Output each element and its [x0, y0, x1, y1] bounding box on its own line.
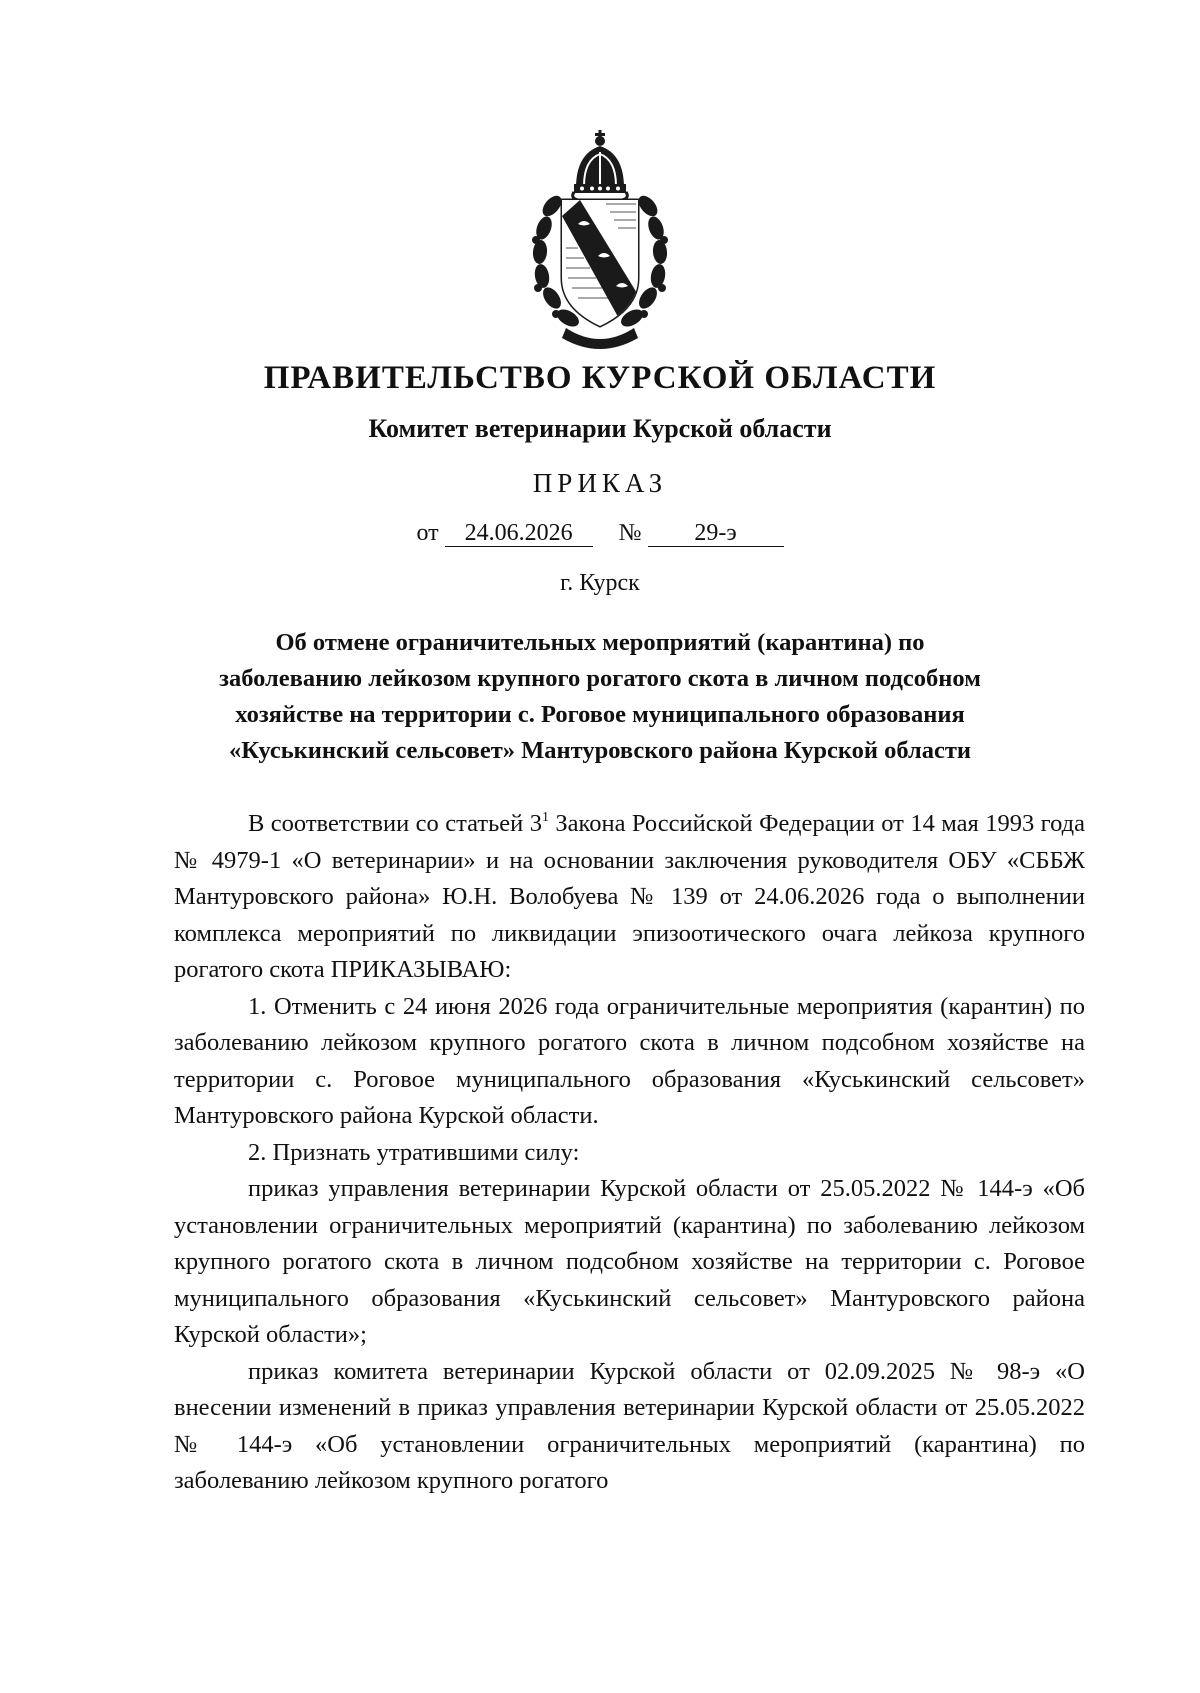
order-date: 24.06.2026 — [445, 521, 593, 547]
repealed-order-1: приказ управления ветеринарии Курской области от 25.05.2022 № 144-э «Об установлении ограничительных мероприятий (карантина) по заболеванию лейкозом крупного рогатого скота в личном подсобном хозяйстве на территории с. Роговое муниципального образования «Куськинский сельсовет» Мантуровского района Курской области»; — [174, 1175, 1085, 1348]
clause-2: 2. Признать утратившими силу: — [248, 1138, 580, 1166]
order-subject — [0, 625, 1200, 769]
committee-name: Комитет ветеринарии Курской области — [368, 414, 832, 443]
date-number-line — [0, 520, 1200, 547]
preamble-paragraph — [174, 806, 1085, 989]
order-body — [174, 806, 1085, 1500]
clause-1: 1. Отменить с 24 июня 2026 года ограничительные мероприятия (карантин) по заболеванию лейкозом крупного рогатого скота в личном подсобном хозяйстве на территории с. Роговое муниципального образования «Куськинский сельсовет» Мантуровского района Курской области. — [174, 992, 1085, 1129]
subject-line: хозяйстве на территории с. Роговое муниципального образования — [235, 701, 965, 728]
repealed-order-2: приказ комитета ветеринарии Курской области от 02.09.2025 № 98-э «О внесении изменений в приказ управления ветеринарии Курской области от 25.05.2022 № 144-э «Об установлении ограничительных мероприятий (карантина) по заболеванию лейкозом крупного рогатого — [174, 1357, 1085, 1494]
city-line: г. Курск — [560, 570, 640, 596]
subject-line: «Куськинский сельсовет» Мантуровского района Курской области — [228, 737, 972, 764]
date-prefix: от — [416, 520, 439, 546]
subject-line: заболеванию лейкозом крупного рогатого скота в личном подсобном — [219, 665, 981, 692]
order-number: 29-э — [648, 521, 784, 547]
number-prefix: № — [618, 520, 642, 546]
preamble-text: В соответствии со статьей 3 — [248, 810, 542, 837]
government-title: ПРАВИТЕЛЬСТВО КУРСКОЙ ОБЛАСТИ — [263, 360, 937, 396]
article-superscript: 1 — [541, 810, 549, 825]
preamble-text-rest: Закона Российской Федерации от 14 мая 1993 года № 4979-1 «О ветеринарии» и на основании заключения руководителя ОБУ «СББЖ Мантуровского района» Ю.Н. Волобуева № 139 от 24.06.2026 года о выполнении комплекса мероприятий по ликвидации эпизоотического очага лейкоза крупного рогатого скота ПРИКАЗЫВАЮ: — [174, 810, 1085, 983]
subject-line: Об отмене ограничительных мероприятий (карантина) по — [275, 629, 925, 656]
kursk-coat-of-arms-icon — [526, 128, 674, 350]
document-type: ПРИКАЗ — [532, 468, 668, 498]
